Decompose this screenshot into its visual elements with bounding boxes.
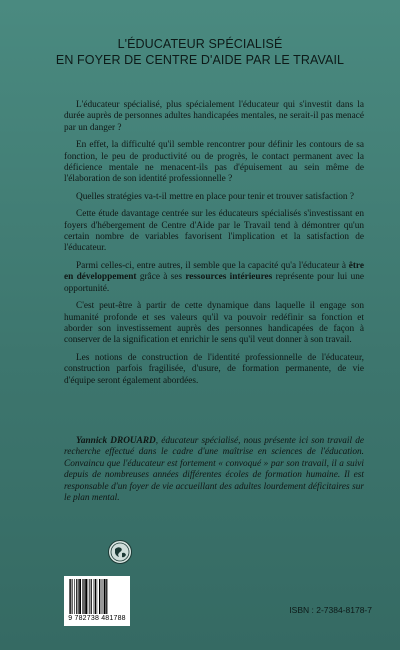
p5-text-e: représente pour lui une opportunité. (64, 272, 364, 294)
blurb-paragraph-5 (64, 261, 364, 295)
blurb (64, 100, 364, 393)
p5-text-a: Parmi celles-ci, entre autres, il semble que la capacité qu'a l'éducateur à (76, 260, 349, 271)
blurb-paragraph-4: Cette étude davantage centrée sur les éducateurs spécialisés s'investissant en foyers d'hébergement de Centre d'Aide par le Travail tend à démontrer qu'un certain nombre de variables favorisent l'implication et la satisfaction de l'éducateur. (64, 209, 364, 254)
barcode (64, 576, 130, 626)
title-line-2: EN FOYER DE CENTRE D'AIDE PAR LE TRAVAIL (55, 53, 345, 67)
p5-bold-resources: ressources intérieures (185, 272, 273, 283)
author-paragraph (64, 436, 364, 504)
author-text: , éducateur spécialisé, nous présente ici son travail de recherche effectué dans le cadre d'une maîtrise en sciences de l'éducation. Convaincu que l'éducateur est fortement « convoqué » par son travail, il a suivi depuis de nombreuses années différentes écoles de formation humaine. Il est responsable d'un foyer de vie accueillant des adultes lourdement déficitaires sur le plan mental. (64, 436, 364, 504)
blurb-paragraph-6: C'est peut-être à partir de cette dynamique dans laquelle il engage son humanité profonde et ses valeurs qu'il va pouvoir redéfinir sa fonction et aborder son investissement auprès des personnes handicapées de façon à conserver de la signification et enrichir le sens qu'il veut donner à son travail. (64, 301, 364, 346)
title-line-1: L'ÉDUCATEUR SPÉCIALISÉ (117, 37, 283, 51)
author-name: Yannick DROUARD (76, 436, 156, 446)
author-bio (64, 436, 364, 504)
isbn-label: ISBN : 2-7384-8178-7 (289, 605, 372, 615)
blurb-paragraph-2: En effet, la difficulté qu'il semble rencontrer pour définir les contours de sa fonction, le peu de productivité ou de progrès, le contact permanent avec la déficience mentale ne menacent-ils pas d'épuisement au sein même de l'élaboration de son identité professionnelle ? (64, 140, 364, 185)
blurb-paragraph-7: Les notions de construction de l'identité professionnelle de l'éducateur, construction parfois fragilisée, d'usure, de formation permanente, de vie d'équipe seront également abordées. (64, 352, 364, 386)
p5-text-c: grâce à ses (136, 272, 186, 283)
barcode-bars (68, 579, 126, 614)
blurb-paragraph-3: Quelles stratégies va-t-il mettre en place pour tenir et trouver satisfaction ? (76, 191, 355, 202)
book-title (0, 36, 400, 68)
p5-bold-development: être en développement (64, 260, 364, 283)
barcode-number: 9 782738 481788 (68, 615, 126, 622)
blurb-paragraph-1: L'éducateur spécialisé, plus spécialement l'éducateur qui s'investit dans la durée auprès de personnes adultes handicapées mentales, ne serait-il pas menacé par un danger ? (64, 100, 364, 133)
publisher-globe-icon (108, 540, 132, 564)
